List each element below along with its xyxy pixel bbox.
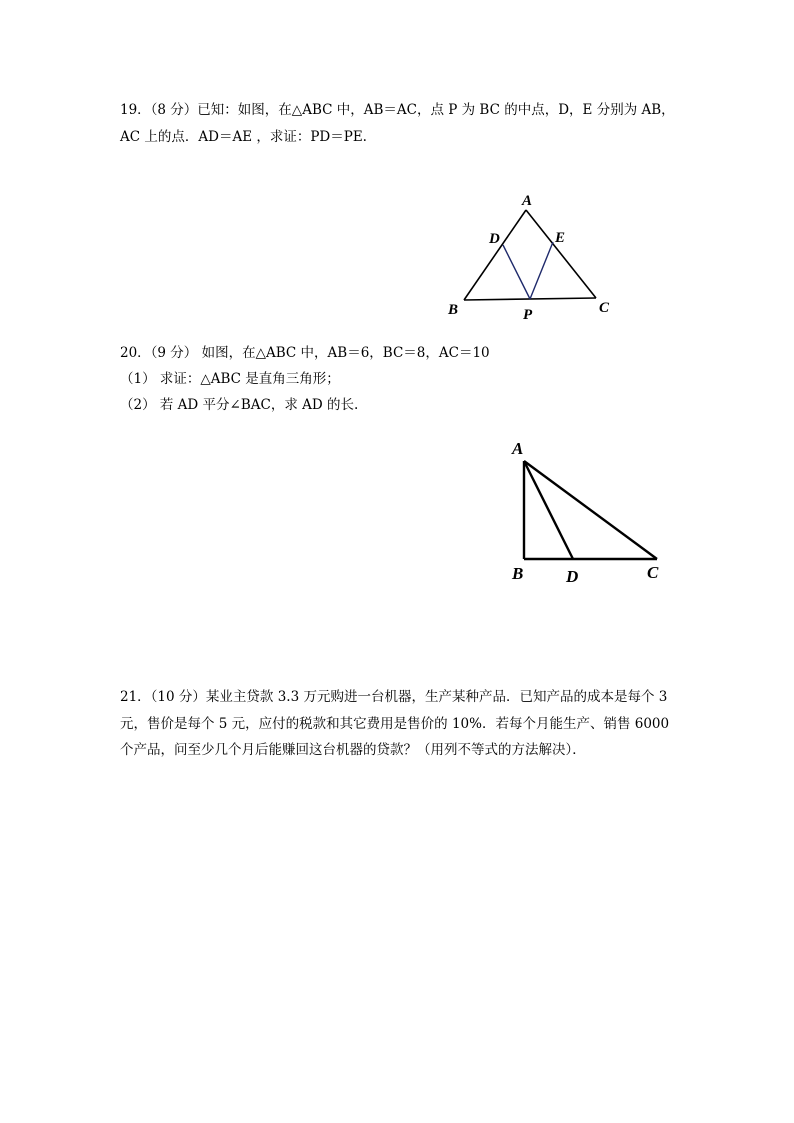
q20-right-triangle-figure	[500, 432, 680, 592]
q19-label-a: A	[522, 193, 533, 209]
q20-segment-ad	[524, 461, 573, 559]
q20-part-2: （2） 若 AD 平分∠BAC，求 AD 的长.	[120, 397, 359, 413]
q21-text-line-2: 元，售价是每个 5 元，应付的税款和其它费用是售价的 10%．若每个月能生产、销售 6000	[120, 716, 670, 732]
q20-part-1: （1） 求证：△ABC 是直角三角形；	[120, 371, 340, 387]
q19-text-line-1: 19．（8 分）已知：如图，在△ABC 中，AB＝AC，点 P 为 BC 的中点，D，E 分别为 AB，	[120, 102, 675, 118]
q19-triangle-figure	[435, 185, 625, 325]
q19-label-e: E	[555, 230, 566, 246]
q19-label-c: C	[599, 300, 610, 316]
q20-text-line-1: 20．（9 分） 如图，在△ABC 中，AB＝6，BC＝8，AC＝10	[120, 345, 490, 361]
q20-label-b: B	[512, 564, 524, 583]
q19-label-d: D	[489, 231, 500, 247]
q20-label-c: C	[647, 563, 659, 582]
q19-side-ac	[526, 210, 596, 298]
q19-side-ab	[464, 210, 526, 300]
q19-segment-pd	[503, 245, 530, 299]
q21-text-line-3: 个产品，问至少几个月后能赚回这台机器的贷款？（用列不等式的方法解决）．	[120, 742, 586, 758]
q21-text-line-1: 21．（10 分）某业主贷款 3.3 万元购进一台机器，生产某种产品．已知产品的成本是每个 3	[120, 689, 668, 705]
q20-label-d: D	[566, 567, 579, 586]
q20-label-a: A	[512, 439, 524, 458]
q19-label-p: P	[523, 307, 533, 323]
q20-side-ac	[524, 461, 657, 559]
q19-label-b: B	[448, 302, 459, 318]
q19-segment-pe	[530, 242, 553, 299]
q19-text-line-2: AC 上的点．AD＝AE ，求证：PD＝PE.	[120, 129, 367, 145]
